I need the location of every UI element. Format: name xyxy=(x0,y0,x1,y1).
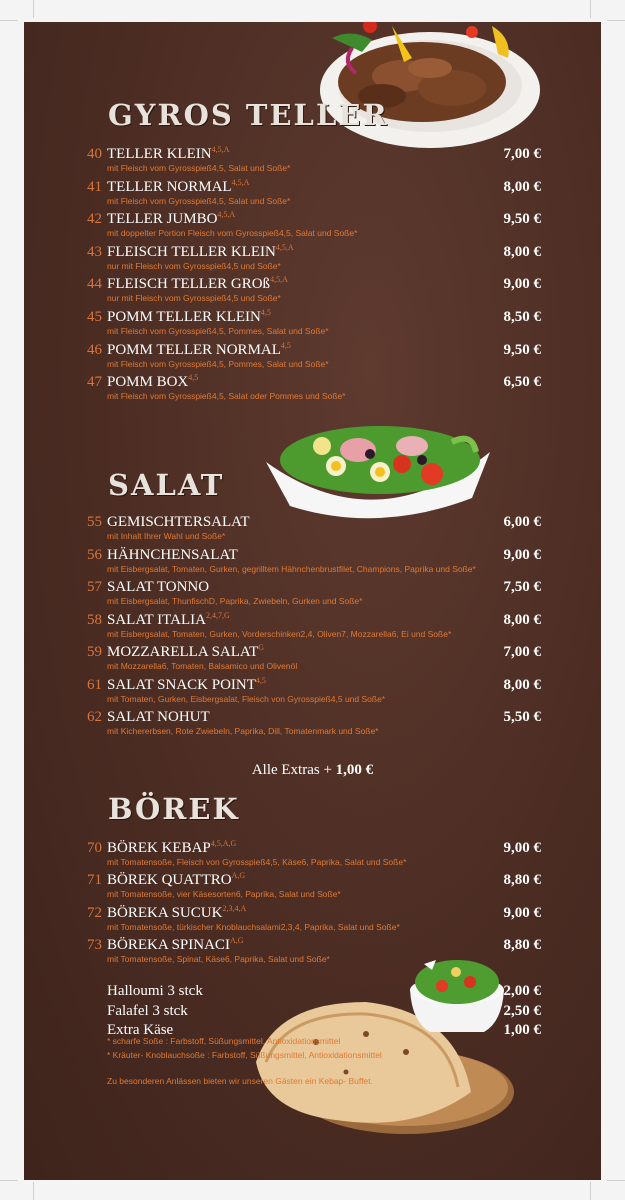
item-allergens: A,G xyxy=(231,871,246,881)
menu-item xyxy=(24,905,601,937)
item-allergens: 4,5,A xyxy=(270,275,288,285)
item-number: 44 xyxy=(87,276,102,293)
item-description: mit Tomaten, Gurken, Eisbergsalat, Fleisch von Gyrosspieß4,5 und Soße* xyxy=(107,693,386,704)
item-description: mit Tomatensoße, Fleisch von Gyrosspieß4,5, Käse6, Paprika, Salat und Soße* xyxy=(107,857,407,867)
item-description: mit doppelter Portion Fleisch vom Gyrosspieß4,5, Salat und Soße* xyxy=(107,228,358,239)
item-description: mit Tomatensoße, Spinat, Käse6, Paprika, Salat und Soße* xyxy=(107,953,330,964)
item-price: 9,50 € xyxy=(503,341,541,358)
item-description: mit Eisbergsalat, ThunfischD, Paprika, Zwiebeln, Gurken und Soße* xyxy=(107,596,363,606)
item-allergens: 4,5,A xyxy=(217,210,236,220)
item-number: 47 xyxy=(87,374,102,391)
item-price: 7,00 € xyxy=(503,146,541,162)
item-price: 8,00 € xyxy=(503,178,541,195)
item-price: 8,00 € xyxy=(503,611,541,628)
item-number: 73 xyxy=(87,936,102,953)
item-allergens: 2,4,7,G xyxy=(205,610,230,620)
extras-label: Alle Extras + xyxy=(251,762,332,778)
item-description: mit Tomatensoße, türkischer Knoblauchsalami2,3,4, Paprika, Salat und Soße* xyxy=(107,921,400,932)
item-allergens: 4,5 xyxy=(188,373,199,383)
extras-price: 1,00 € xyxy=(335,762,374,778)
item-price: 8,80 € xyxy=(503,936,541,953)
item-number: 62 xyxy=(87,709,102,725)
menu-item xyxy=(24,872,601,904)
item-price: 9,00 € xyxy=(503,840,541,856)
item-name: BÖREK $KEBAP^{4,5,A,G}$ xyxy=(107,839,237,856)
menu-item xyxy=(24,709,601,741)
footnote-scharfe-sosse: * scharfe Soße : Farbstoff, Süßungsmittel, Antioxidationsmittel xyxy=(107,1036,341,1046)
menu-item xyxy=(24,579,601,611)
item-description: mit Kichererbsen, Rote Zwiebeln, Paprika, Dill, Tomatenmark und Soße* xyxy=(107,726,379,736)
crop-mark xyxy=(590,1182,591,1200)
item-name: SALAT SNACK POINT$^{4,5}$ xyxy=(107,675,266,693)
crop-mark xyxy=(33,1182,34,1200)
item-number: 70 xyxy=(87,840,102,856)
item-number: 41 xyxy=(87,178,102,195)
crop-mark xyxy=(590,0,591,18)
item-description: mit Mozzarella6, Tomaten, Balsamico und Olivenöl xyxy=(107,661,298,671)
item-name: BÖREKA $SUCUK^{2,3,4,A}$ xyxy=(107,903,247,921)
item-name: POMM TELLER KLEIN$^{4,5}$ xyxy=(107,308,271,325)
extra-item-name: Falafel 3 stck xyxy=(107,1002,188,1019)
menu-item xyxy=(24,644,601,676)
item-name: FLEISCH TELLER $KLEIN^{4,5,A}$ xyxy=(107,242,294,260)
item-price: 6,00 € xyxy=(503,514,541,530)
section-title-salat: SALAT xyxy=(108,468,225,502)
item-price: 8,50 € xyxy=(503,309,541,325)
extra-item-price: 2,50 € xyxy=(503,1002,541,1019)
item-number: 45 xyxy=(87,309,102,325)
crop-mark xyxy=(0,20,18,21)
item-name: SALAT $ITALIA^{2,4,7,G}$ xyxy=(107,610,230,628)
item-price: 7,50 € xyxy=(503,579,541,595)
item-price: 9,00 € xyxy=(503,904,541,921)
item-description: mit Fleisch vom Gyrosspieß4,5, Salat oder Pommes und Soße* xyxy=(107,391,346,402)
item-number: 43 xyxy=(87,243,102,260)
extra-item-price: 1,00 € xyxy=(503,1022,541,1038)
item-allergens: 4,5,A xyxy=(275,242,294,252)
item-price: 8,80 € xyxy=(503,872,541,889)
crop-mark xyxy=(607,20,625,21)
item-name: MOZZARELLA $SALAT^G$ xyxy=(107,643,265,660)
item-number: 61 xyxy=(87,676,102,693)
menu-item xyxy=(24,342,601,374)
item-number: 72 xyxy=(87,904,102,921)
crop-mark xyxy=(607,1180,625,1181)
menu-item xyxy=(24,146,601,178)
menu-item xyxy=(24,677,601,709)
menu-sheet xyxy=(24,22,601,1180)
item-name: GEMISCHTERSALAT xyxy=(107,514,250,530)
item-description: mit Tomatensoße, vier Käsesorten6, Paprika, Salat und Soße* xyxy=(107,889,341,900)
item-number: 40 xyxy=(87,146,102,162)
footnote-buffet: Zu besonderen Anlässen bieten wir unseren Gästen ein Kebap- Buffet. xyxy=(107,1076,373,1086)
item-name: SALAT NOHUT xyxy=(107,709,210,725)
item-number: 55 xyxy=(87,514,102,530)
item-price: 7,00 € xyxy=(503,644,541,660)
extra-item xyxy=(107,983,541,1003)
item-price: 8,00 € xyxy=(503,243,541,260)
item-name: FLEISCH TELLER GROß$^{4,5,A}$ xyxy=(107,275,288,293)
item-number: 42 xyxy=(87,211,102,228)
item-allergens: A,G xyxy=(229,935,244,945)
menu-item xyxy=(24,840,601,872)
menu-item xyxy=(24,244,601,276)
item-name: BÖREK $QUATTRO^{A,G}$ xyxy=(107,871,246,889)
item-number: 46 xyxy=(87,341,102,358)
extra-item-name: Halloumi 3 stck xyxy=(107,983,203,999)
item-name: POMM TELLER NORMAL$^{4,5}$ xyxy=(107,340,291,358)
item-price: 9,00 € xyxy=(503,276,541,293)
item-number: 57 xyxy=(87,579,102,595)
item-description: nur mit Fleisch vom Gyrosspieß4,5 und Soße* xyxy=(107,260,281,271)
item-name: SALAT TONNO xyxy=(107,579,210,595)
item-allergens: 4,5,A,G xyxy=(210,839,237,848)
item-description: mit Fleisch vom Gyrosspieß4,5, Salat und Soße* xyxy=(107,163,291,173)
item-allergens: 2,3,4,A xyxy=(222,903,247,913)
footnote-knoblauchsosse: * Kräuter- Knoblauchsoße : Farbstoff, Süßungsmittel, Antioxidationsmittel xyxy=(107,1050,382,1060)
menu-item xyxy=(24,547,601,579)
item-price: 9,50 € xyxy=(503,211,541,228)
item-name: TELLER $JUMBO^{4,5,A}$ xyxy=(107,210,236,228)
item-allergens: 4,5 xyxy=(280,340,291,350)
item-price: 5,50 € xyxy=(503,709,541,725)
menu-item xyxy=(24,179,601,211)
item-description: mit Eisbergsalat, Tomaten, Gurken, Vorderschinken2,4, Oliven7, Mozzarella6, Ei und Soße* xyxy=(107,628,452,639)
item-description: mit Fleisch vom Gyrosspieß4,5, Salat und Soße* xyxy=(107,195,291,206)
item-number: 71 xyxy=(87,872,102,889)
item-description: mit Fleisch vom Gyrosspieß4,5, Pommes, Salat und Soße* xyxy=(107,326,329,336)
item-allergens: 4,5 xyxy=(255,675,266,685)
item-allergens: 4,5 xyxy=(260,308,271,317)
item-description: mit Eisbergsalat, Tomaten, Gurken, gegrilltem Hähnchenbrustfilet, Champions, Paprika und Soße* xyxy=(107,563,476,574)
item-description: mit Fleisch vom Gyrosspieß4,5, Pommes, Salat und Soße* xyxy=(107,358,329,369)
crop-mark xyxy=(0,1180,18,1181)
salat-extras-line xyxy=(24,762,601,779)
menu-item xyxy=(24,514,601,546)
item-price: 8,00 € xyxy=(503,676,541,693)
item-description: nur mit Fleisch vom Gyrosspieß4,5 und Soße* xyxy=(107,293,281,304)
item-name: TELLER $KLEIN^{4,5,A}$ xyxy=(107,145,230,162)
item-name: TELLER $NORMAL^{4,5,A}$ xyxy=(107,177,250,195)
menu-item xyxy=(24,612,601,644)
menu-item xyxy=(24,276,601,308)
item-description: mit Inhalt Ihrer Wahl und Soße* xyxy=(107,531,226,541)
item-name: BÖREKA $SPINACI^{A,G}$ xyxy=(107,935,244,953)
section-title-gyros: GYROS TELLER xyxy=(108,98,389,132)
item-name: HÄHNCHENSALAT xyxy=(107,546,238,563)
item-number: 58 xyxy=(87,611,102,628)
menu-item xyxy=(24,211,601,243)
extra-item-price: 2,00 € xyxy=(503,983,541,999)
extra-item xyxy=(107,1003,541,1023)
item-name: POMM BOX$^{4,5}$ xyxy=(107,373,199,391)
item-number: 59 xyxy=(87,644,102,660)
section-title-borek: BÖREK xyxy=(108,792,240,826)
gyros-plate-photo xyxy=(312,22,542,153)
item-allergens: 4,5,A xyxy=(231,177,250,187)
item-number: 56 xyxy=(87,546,102,563)
crop-mark xyxy=(33,0,34,18)
item-allergens: G xyxy=(258,643,265,652)
menu-item xyxy=(24,309,601,341)
extra-item-name: Extra Käse xyxy=(107,1022,174,1038)
item-price: 9,00 € xyxy=(503,546,541,563)
salad-bowl-photo xyxy=(262,402,494,527)
item-allergens: 4,5,A xyxy=(211,145,230,154)
item-price: 6,50 € xyxy=(503,374,541,391)
